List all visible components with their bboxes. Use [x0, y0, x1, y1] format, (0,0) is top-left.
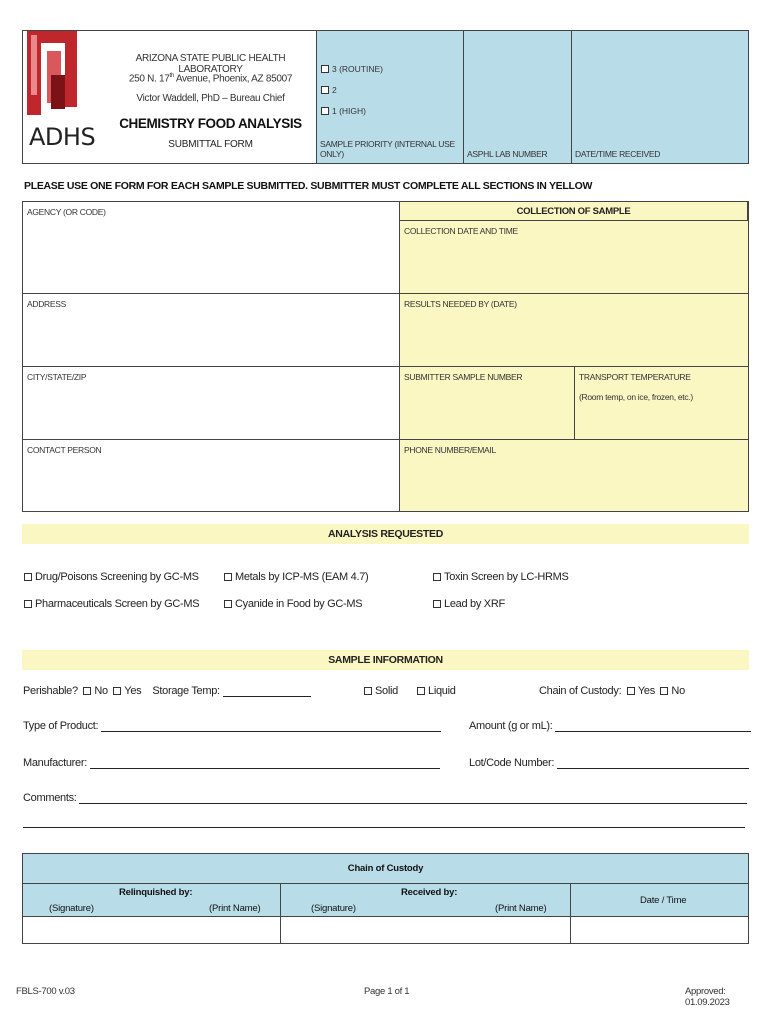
- logo-text: ADHS: [29, 123, 96, 151]
- logo-mark-icon: [27, 31, 81, 115]
- perishable-row: Perishable? No Yes Storage Temp:: [23, 685, 311, 697]
- form-id: FBLS-700 v.03: [16, 986, 75, 997]
- storage-temp-input[interactable]: [223, 687, 311, 697]
- lab-name: ARIZONA STATE PUBLIC HEALTH LABORATORY: [135, 53, 286, 75]
- perishable-no-checkbox[interactable]: [83, 687, 91, 695]
- custody-row: Chain of Custody: Yes No: [539, 685, 685, 697]
- lab-address: [103, 73, 318, 84]
- manufacturer-row: [23, 757, 440, 769]
- amount-input[interactable]: [555, 722, 751, 732]
- comments-line-2[interactable]: [23, 818, 745, 828]
- results-needed-field[interactable]: [400, 294, 748, 367]
- submitter-sample-field[interactable]: [400, 367, 575, 440]
- address-suffix: Avenue, Phoenix, AZ 85007: [173, 73, 293, 85]
- checkbox-icon[interactable]: [433, 600, 441, 608]
- liquid-option[interactable]: Liquid: [417, 685, 456, 697]
- comments-label: Comments:: [23, 792, 77, 804]
- agency-field[interactable]: [23, 202, 400, 294]
- checkbox-icon[interactable]: [321, 65, 329, 73]
- address-sup: th: [169, 73, 174, 79]
- transport-label: TRANSPORT TEMPERATURE: [579, 372, 691, 382]
- received-input[interactable]: [281, 917, 570, 943]
- checkbox-icon[interactable]: [364, 687, 372, 695]
- address-label: ADDRESS: [27, 299, 66, 309]
- amount-label: Amount (g or mL):: [469, 720, 553, 732]
- analysis-pharmaceuticals[interactable]: Pharmaceuticals Screen by GC-MS: [24, 598, 199, 610]
- comments-row: [23, 792, 747, 804]
- contact-field[interactable]: [23, 440, 400, 511]
- instruction-text: PLEASE USE ONE FORM FOR EACH SAMPLE SUBMITTED. SUBMITTER MUST COMPLETE ALL SECTIONS IN YELLOW: [24, 180, 593, 192]
- priority-option-2[interactable]: 2: [321, 85, 337, 95]
- custody-title-divider: [23, 883, 748, 884]
- checkbox-icon[interactable]: [24, 600, 32, 608]
- custody-table: [22, 853, 749, 944]
- analysis-metals[interactable]: Metals by ICP-MS (EAM 4.7): [224, 571, 368, 583]
- priority-label: SAMPLE PRIORITY (INTERNAL USE ONLY): [320, 139, 455, 159]
- priority-option-3[interactable]: 3 (ROUTINE): [321, 64, 383, 74]
- contact-label: CONTACT PERSON: [27, 445, 102, 455]
- product-input[interactable]: [101, 722, 441, 732]
- collection-header: [400, 202, 748, 221]
- analysis-drug-poisons[interactable]: Drug/Poisons Screening by GC-MS: [24, 571, 199, 583]
- results-needed-label: RESULTS NEEDED BY (DATE): [404, 299, 517, 309]
- received-label: DATE/TIME RECEIVED: [575, 149, 661, 159]
- collection-date-label: COLLECTION DATE AND TIME: [404, 226, 518, 236]
- collection-date-field[interactable]: [400, 221, 748, 294]
- bureau-chief: Victor Waddell, PhD – Bureau Chief: [136, 93, 285, 104]
- received-cell[interactable]: [571, 31, 748, 163]
- checkbox-icon[interactable]: [433, 573, 441, 581]
- form-subtitle: SUBMITTAL FORM: [168, 139, 253, 150]
- amount-row: [469, 720, 751, 732]
- collection-header-text: COLLECTION OF SAMPLE: [516, 206, 631, 217]
- relinquished-input[interactable]: [23, 917, 280, 943]
- header-left: [23, 31, 316, 163]
- product-row: [23, 720, 441, 732]
- datetime-label: Date / Time: [640, 895, 687, 906]
- lab-number-cell[interactable]: [463, 31, 571, 163]
- transport-hint: (Room temp, on ice, frozen, etc.): [579, 392, 693, 402]
- priority-cell: [316, 31, 463, 163]
- phone-label: PHONE NUMBER/EMAIL: [404, 445, 496, 455]
- analysis-cyanide[interactable]: Cyanide in Food by GC-MS: [224, 598, 362, 610]
- analysis-toxin[interactable]: Toxin Screen by LC-HRMS: [433, 571, 569, 583]
- adhs-logo: [27, 31, 81, 115]
- received-by-label: Received by:: [401, 887, 458, 898]
- lot-label: Lot/Code Number:: [469, 757, 555, 769]
- perishable-yes-checkbox[interactable]: [113, 687, 121, 695]
- relinquished-label: Relinquished by:: [119, 887, 193, 898]
- storage-temp-label: Storage Temp:: [152, 685, 220, 697]
- relinquished-print-label: (Print Name): [209, 903, 261, 914]
- manufacturer-label: Manufacturer:: [23, 757, 87, 769]
- sample-info-header: SAMPLE INFORMATION: [22, 650, 749, 670]
- approved-date: Approved: 01.09.2023: [685, 986, 730, 1008]
- agency-grid: [22, 201, 749, 512]
- page-number: Page 1 of 1: [364, 986, 410, 997]
- form-title: CHEMISTRY FOOD ANALYSIS: [119, 116, 302, 131]
- relinquished-signature-label: (Signature): [49, 903, 94, 914]
- lot-input[interactable]: [557, 759, 749, 769]
- manufacturer-input[interactable]: [90, 759, 440, 769]
- checkbox-icon[interactable]: [24, 573, 32, 581]
- comments-input[interactable]: [79, 794, 747, 804]
- checkbox-icon[interactable]: [224, 600, 232, 608]
- lot-row: [469, 757, 749, 769]
- city-field[interactable]: [23, 367, 400, 440]
- address-field[interactable]: [23, 294, 400, 367]
- header-box: [22, 30, 749, 164]
- perishable-label: Perishable?: [23, 685, 78, 697]
- submitter-sample-label: SUBMITTER SAMPLE NUMBER: [404, 372, 523, 382]
- custody-yes-checkbox[interactable]: [627, 687, 635, 695]
- phone-field[interactable]: [400, 440, 748, 511]
- lab-number-label: ASPHL LAB NUMBER: [467, 149, 548, 159]
- priority-option-1[interactable]: 1 (HIGH): [321, 106, 366, 116]
- custody-title: Chain of Custody: [347, 863, 424, 874]
- datetime-input[interactable]: [571, 917, 748, 943]
- checkbox-icon[interactable]: [224, 573, 232, 581]
- received-signature-label: (Signature): [311, 903, 356, 914]
- agency-label: AGENCY (OR CODE): [27, 207, 106, 217]
- checkbox-icon[interactable]: [417, 687, 425, 695]
- checkbox-icon[interactable]: [321, 107, 329, 115]
- address-prefix: 250 N. 17: [128, 73, 170, 85]
- transport-field[interactable]: [575, 367, 748, 440]
- analysis-lead[interactable]: Lead by XRF: [433, 598, 505, 610]
- custody-no-checkbox[interactable]: [660, 687, 668, 695]
- custody-label: Chain of Custody:: [539, 685, 622, 697]
- analysis-header: ANALYSIS REQUESTED: [22, 524, 749, 544]
- solid-option[interactable]: Solid: [364, 685, 398, 697]
- city-label: CITY/STATE/ZIP: [27, 372, 87, 382]
- product-label: Type of Product:: [23, 720, 99, 732]
- checkbox-icon[interactable]: [321, 86, 329, 94]
- received-print-label: (Print Name): [495, 903, 547, 914]
